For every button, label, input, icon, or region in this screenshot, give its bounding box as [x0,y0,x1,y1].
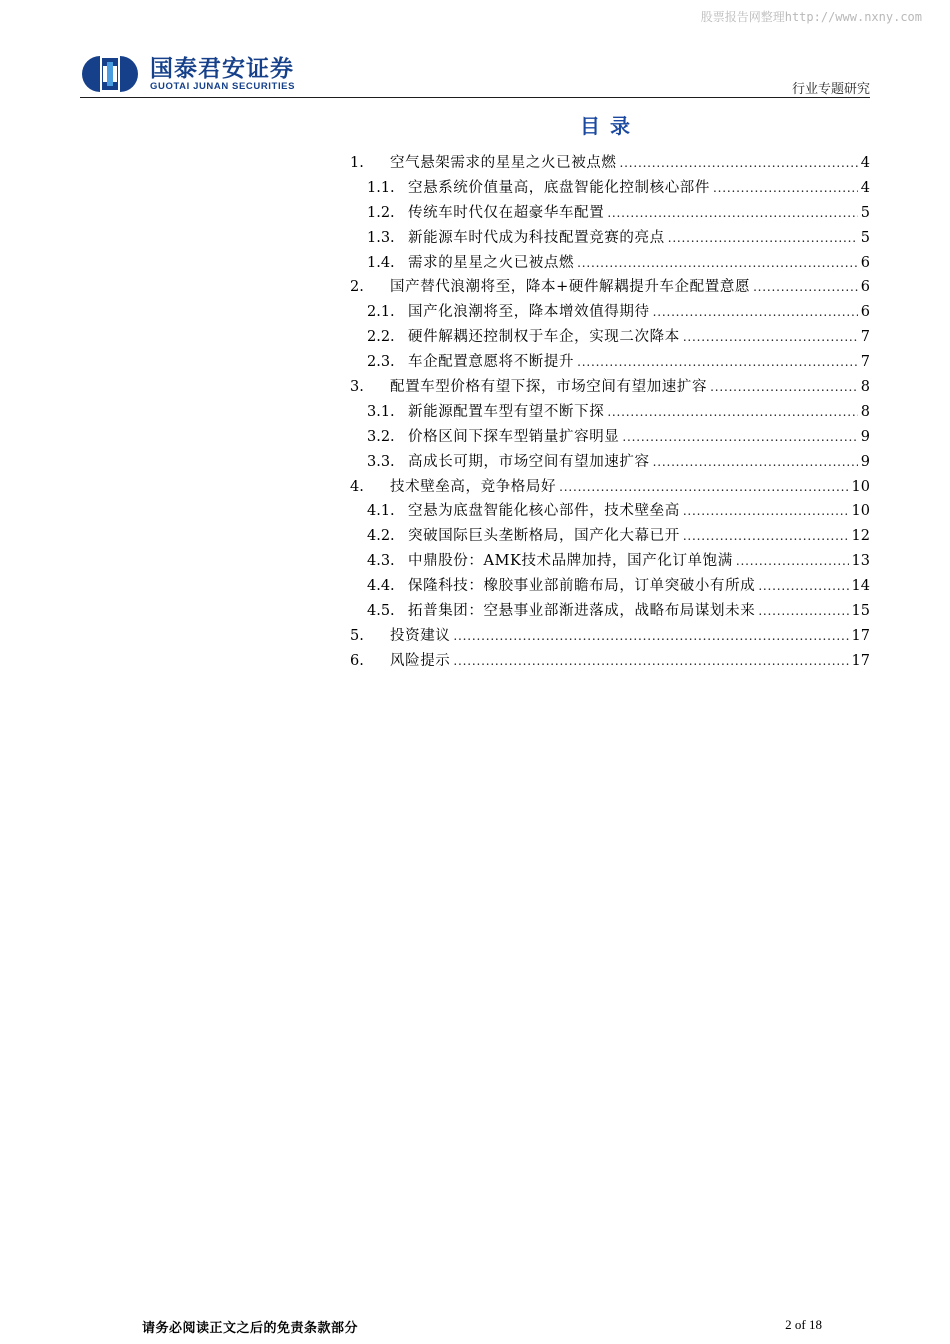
toc-entry-number: 2.1. [367,304,395,321]
toc-entry[interactable] [340,524,870,549]
toc-entry-number: 1. [350,155,364,171]
toc-entry-title: 风险提示 [390,652,451,669]
toc-entry[interactable] [340,425,870,450]
toc-entry-number: 4.3. [367,553,395,570]
toc-entry[interactable] [340,350,870,375]
toc-entry-number: 3. [350,379,364,396]
toc-entry-title: 空悬系统价值量高，底盘智能化控制核心部件 [408,179,710,196]
toc-entry-page: 6 [860,254,870,271]
toc-title: 目录 [580,114,640,138]
toc-entry-page: 10 [851,503,870,520]
toc-entry[interactable] [340,375,870,400]
toc-entry-number: 2.3. [367,354,395,371]
toc-entry-page: 9 [860,453,870,470]
toc-leader-dots [668,231,858,245]
toc-leader-dots [577,256,858,270]
header-divider [80,97,870,98]
toc-entry-page: 5 [860,229,870,246]
toc-entry-number: 1.1. [367,179,395,196]
toc-entry-number: 2.2. [367,329,395,346]
toc-entry-title: 新能源配置车型有望不断下探 [408,403,605,420]
toc-entry[interactable] [340,549,870,574]
toc-leader-dots [683,529,849,543]
toc-entry-page: 8 [860,403,870,420]
toc-leader-dots [710,380,858,394]
toc-entry-title: 投资建议 [390,627,451,644]
toc-entry-page: 4 [860,179,870,196]
toc-entry[interactable] [340,275,870,300]
toc-leader-dots [453,629,848,643]
toc-leader-dots [607,405,857,419]
toc-entry-title: 国产替代浪潮将至，降本+硬件解耦提升车企配置意愿 [390,279,751,296]
toc-leader-dots [753,280,858,294]
toc-entry-title: 中鼎股份：AMK技术品牌加持，国产化订单饱满 [408,553,733,570]
toc-entry-number: 1.4. [367,254,395,271]
toc-entry-title: 车企配置意愿将不断提升 [408,354,575,371]
footer-disclaimer: 请务必阅读正文之后的免责条款部分 [142,1321,359,1336]
toc-entry-page: 14 [851,578,870,595]
toc-entry[interactable] [340,201,870,226]
toc-leader-dots [683,330,858,344]
toc-entry[interactable] [340,624,870,649]
toc-leader-dots [653,455,858,469]
toc-entry-number: 4.5. [367,603,395,620]
toc-entry[interactable] [340,649,870,674]
toc-entry-title: 拓普集团：空悬事业部渐进落成，战略布局谋划未来 [408,603,756,620]
toc-entry-number: 5. [350,627,364,644]
toc-leader-dots [607,206,857,220]
toc-entry-page: 17 [851,652,870,669]
toc-entry-page: 12 [851,528,870,545]
toc-entry-number: 1.2. [367,204,395,221]
toc-entry[interactable] [340,499,870,524]
toc-entry-number: 6. [350,652,364,669]
toc-entry-title: 技术壁垒高，竞争格局好 [390,478,557,495]
watermark-text: 股票报告网整理http://www.nxny.com [700,10,922,24]
toc-entry[interactable] [340,300,870,325]
toc-entry-number: 3.1. [367,403,395,420]
toc-entry-page: 7 [860,329,870,346]
toc-entry-page: 15 [851,603,870,620]
toc-entry[interactable] [340,176,870,201]
toc-entry-page: 9 [860,428,870,445]
toc-entry-page: 4 [860,155,870,171]
toc-entry-number: 4.4. [367,578,395,595]
toc-entry-page: 6 [860,304,870,321]
toc-entry-number: 4. [350,478,364,495]
logo-chinese-name: 国泰君安证券 [150,56,294,82]
toc-entry-number: 4.1. [367,503,395,520]
toc-entry-title: 价格区间下探车型销量扩容明显 [408,428,620,445]
toc-entry-page: 6 [860,279,870,296]
toc-entry-title: 国产化浪潮将至，降本增效值得期待 [408,304,650,321]
toc-entry-title: 空气悬架需求的星星之火已被点燃 [390,155,617,171]
toc-leader-dots [577,355,858,369]
toc-entry-page: 10 [851,478,870,495]
toc-entry-number: 4.2. [367,528,395,545]
toc-entry-title: 配置车型价格有望下探，市场空间有望加速扩容 [390,379,708,396]
toc-entry-title: 硬件解耦还控制权于车企，实现二次降本 [408,329,680,346]
toc-entry-number: 1.3. [367,229,395,246]
toc-leader-dots [758,579,848,593]
toc-entry[interactable] [340,574,870,599]
toc-leader-dots [559,480,848,494]
toc-leader-dots [683,504,849,518]
toc-entry-title: 空悬为底盘智能化核心部件，技术壁垒高 [408,503,680,520]
toc-entry[interactable] [340,226,870,251]
logo-english-name: GUOTAI JUNAN SECURITIES [150,81,296,92]
toc-entry-title: 突破国际巨头垄断格局，国产化大幕已开 [408,528,680,545]
toc-entry-title: 保隆科技：橡胶事业部前瞻布局，订单突破小有所成 [408,578,756,595]
toc-entry-title: 高成长可期，市场空间有望加速扩容 [408,453,650,470]
toc-leader-dots [622,430,857,444]
toc-entry-number: 3.2. [367,428,395,445]
toc-entry-title: 传统车时代仅在超豪华车配置 [408,204,605,221]
toc-entry-page: 5 [860,204,870,221]
toc-entry-page: 13 [851,553,870,570]
table-of-contents [340,151,870,674]
toc-entry[interactable] [340,151,870,176]
company-logo [80,54,295,94]
toc-entry[interactable] [340,450,870,475]
report-type-label: 行业专题研究 [791,82,870,97]
toc-entry-title: 需求的星星之火已被点燃 [408,254,575,271]
toc-leader-dots [620,156,858,170]
toc-leader-dots [758,604,848,618]
toc-entry[interactable] [340,325,870,350]
toc-entry[interactable] [340,599,870,624]
toc-entry-title: 新能源车时代成为科技配置竞赛的亮点 [408,229,665,246]
toc-entry-number: 3.3. [367,453,395,470]
toc-entry-page: 17 [851,627,870,644]
toc-entry[interactable] [340,400,870,425]
toc-entry[interactable] [340,251,870,276]
toc-entry[interactable] [340,475,870,500]
footer-page-number: 2 of 18 [785,1317,822,1332]
toc-leader-dots [736,554,849,568]
toc-leader-dots [713,181,858,195]
toc-entry-number: 2. [350,279,364,296]
toc-entry-page: 8 [860,379,870,396]
toc-entry-page: 7 [860,354,870,371]
toc-leader-dots [653,305,858,319]
toc-leader-dots [453,654,848,668]
logo-emblem-icon [80,54,140,94]
